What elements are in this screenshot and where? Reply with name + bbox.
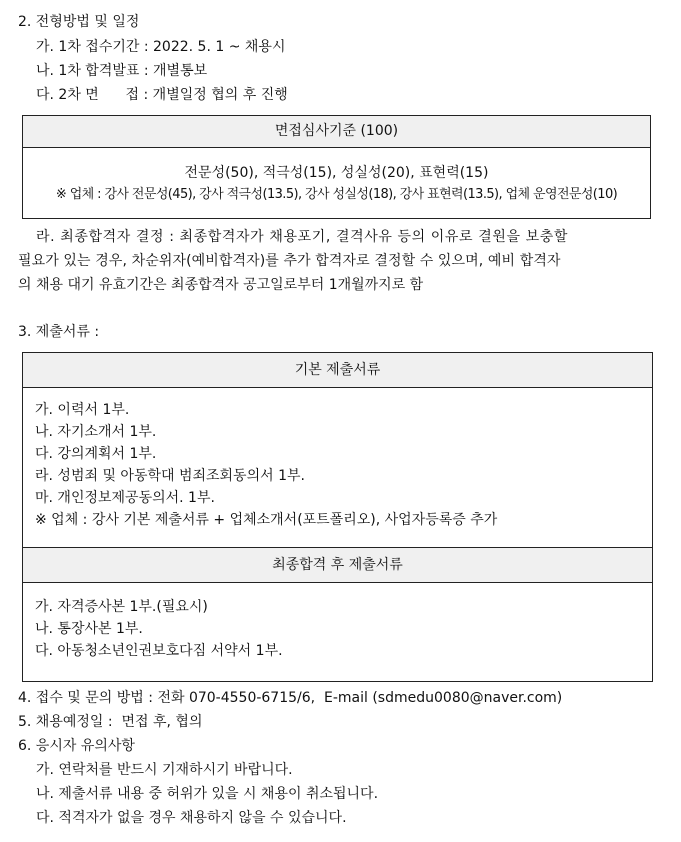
notice-item: 가. 연락처를 반드시 기재하시기 바랍니다.: [36, 762, 293, 778]
notice-item: 나. 제출서류 내용 중 허위가 있을 시 채용이 취소됩니다.: [36, 786, 379, 802]
list-item: 다. 강의계획서 1부.: [35, 446, 157, 462]
criteria-company-scores: ※ 업체 : 강사 전문성(45), 강사 적극성(13.5), 강사 성실성(18), 강사 표현력(13.5), 업체 운영전문성(10): [55, 187, 618, 202]
schedule-item: 가. 1차 접수기간 : 2022. 5. 1 ~ 채용시: [36, 39, 286, 55]
list-item: 다. 아동청소년인권보호다짐 서약서 1부.: [35, 643, 283, 659]
notice-item: 다. 적격자가 없을 경우 채용하지 않을 수 있습니다.: [36, 810, 347, 826]
section-2-title: 2. 전형방법 및 일정: [18, 14, 140, 30]
documents-box: [22, 352, 653, 682]
list-item: ※ 업체 : 강사 기본 제출서류 + 업체소개서(포트폴리오), 사업자등록증 추가: [35, 512, 498, 528]
basic-documents-header: 기본 제출서류: [23, 353, 652, 388]
final-decision-text: 라. 최종합격자 결정 : 최종합격자가 채용포기, 결격사유 등의 이유로 결원을 보충할: [36, 229, 569, 245]
basic-documents-list: [23, 388, 652, 531]
schedule-item: 다. 2차 면 접 : 개별일정 협의 후 진행: [36, 87, 288, 103]
section-6-title: 6. 응시자 유의사항: [18, 738, 135, 754]
list-item: 라. 성범죄 및 아동학대 범죄조회동의서 1부.: [35, 468, 305, 484]
contact-label: 4. 접수 및 문의 방법 :: [18, 690, 153, 706]
hiring-date: 5. 채용예정일 : 면접 후, 협의: [18, 714, 203, 730]
criteria-header: 면접심사기준 (100): [23, 116, 650, 148]
final-decision-text: 의 채용 대기 유효기간은 최종합격자 공고일로부터 1개월까지로 함: [18, 277, 424, 293]
contact-value: 전화 070-4550-6715/6, E-mail (sdmedu0080@naver.com): [153, 690, 563, 706]
interview-criteria-box: [22, 115, 651, 219]
contact-info: [18, 688, 562, 708]
list-item: 나. 통장사본 1부.: [35, 621, 143, 637]
list-item: 마. 개인정보제공동의서. 1부.: [35, 490, 215, 506]
final-decision-text: 필요가 있는 경우, 차순위자(예비합격자)를 추가 합격자로 결정할 수 있으며, 예비 합격자: [18, 253, 561, 269]
schedule-item: 나. 1차 합격발표 : 개별통보: [36, 63, 208, 79]
final-documents-list: [35, 596, 283, 662]
list-item: 나. 자기소개서 1부.: [35, 424, 157, 440]
criteria-scores: 전문성(50), 적극성(15), 성실성(20), 표현력(15): [184, 165, 489, 181]
list-item: 가. 자격증사본 1부.(필요시): [35, 599, 208, 615]
section-3-title: 3. 제출서류 :: [18, 324, 100, 340]
list-item: 가. 이력서 1부.: [35, 402, 130, 418]
final-documents-header: 최종합격 후 제출서류: [23, 547, 652, 583]
